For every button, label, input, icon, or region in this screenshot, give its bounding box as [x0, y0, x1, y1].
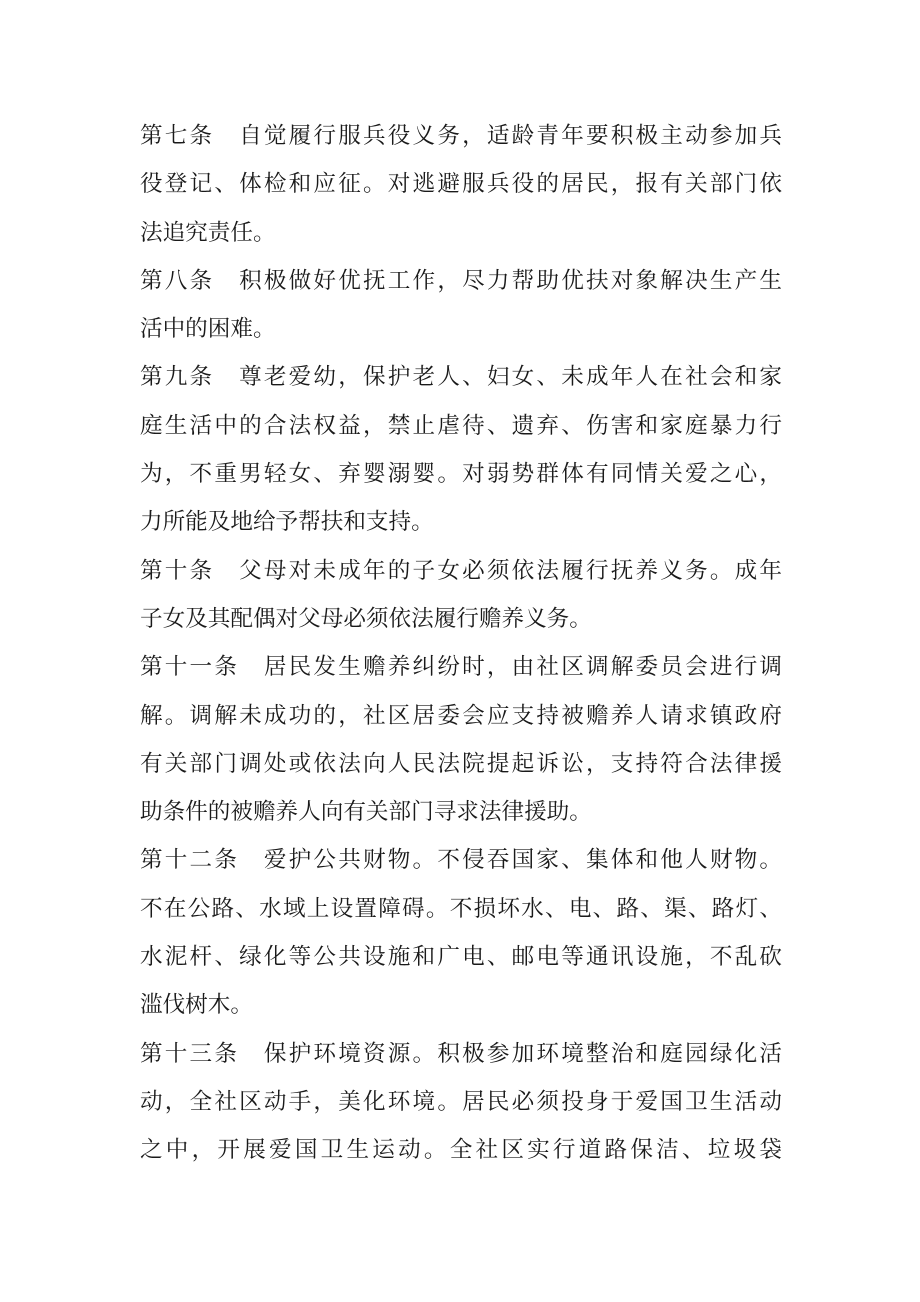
text-line: 子女及其配偶对父母必须依法履行赡养义务。: [140, 605, 592, 632]
text-line: 第九条 尊老爱幼，保护老人、妇女、未成年人在社会和家: [140, 364, 782, 391]
text-line: 活中的困难。: [140, 316, 276, 343]
text-line: 滥伐树木。: [140, 992, 253, 1019]
text-line: 水泥杆、绿化等公共设施和广电、邮电等通讯设施，不乱砍: [140, 944, 782, 971]
text-line: 第十二条 爱护公共财物。不侵吞国家、集体和他人财物。: [140, 847, 782, 874]
text-line: 为，不重男轻女、弃婴溺婴。对弱势群体有同情关爱之心，: [140, 461, 782, 488]
text-line: 第八条 积极做好优抚工作，尽力帮助优扶对象解决生产生: [140, 267, 782, 294]
text-line: 助条件的被赡养人向有关部门寻求法律援助。: [140, 799, 592, 826]
text-line: 第十三条 保护环境资源。积极参加环境整治和庭园绿化活: [140, 1040, 782, 1067]
text-line: 之中，开展爱国卫生运动。全社区实行道路保洁、垃圾袋: [140, 1137, 782, 1164]
text-line: 力所能及地给予帮扶和支持。: [140, 509, 434, 536]
text-line: 法追究责任。: [140, 219, 276, 246]
text-line: 第七条 自觉履行服兵役义务，适龄青年要积极主动参加兵: [140, 123, 782, 149]
text-line: 有关部门调处或依法向人民法院提起诉讼，支持符合法律援: [140, 750, 782, 777]
text-line: 第十一条 居民发生赡养纠纷时，由社区调解委员会进行调: [140, 654, 782, 681]
document-body: [140, 112, 782, 1175]
text-line: 庭生活中的合法权益，禁止虐待、遗弃、伤害和家庭暴力行: [140, 412, 782, 439]
text-line: 解。调解未成功的，社区居委会应支持被赡养人请求镇政府: [140, 702, 782, 729]
text-line: 动，全社区动手，美化环境。居民必须投身于爱国卫生活动: [140, 1088, 782, 1115]
text-line: 第十条 父母对未成年的子女必须依法履行抚养义务。成年: [140, 557, 782, 584]
text-line: 役登记、体检和应征。对逃避服兵役的居民，报有关部门依: [140, 171, 782, 198]
text-line: 不在公路、水域上设置障碍。不损坏水、电、路、渠、路灯、: [140, 895, 782, 922]
